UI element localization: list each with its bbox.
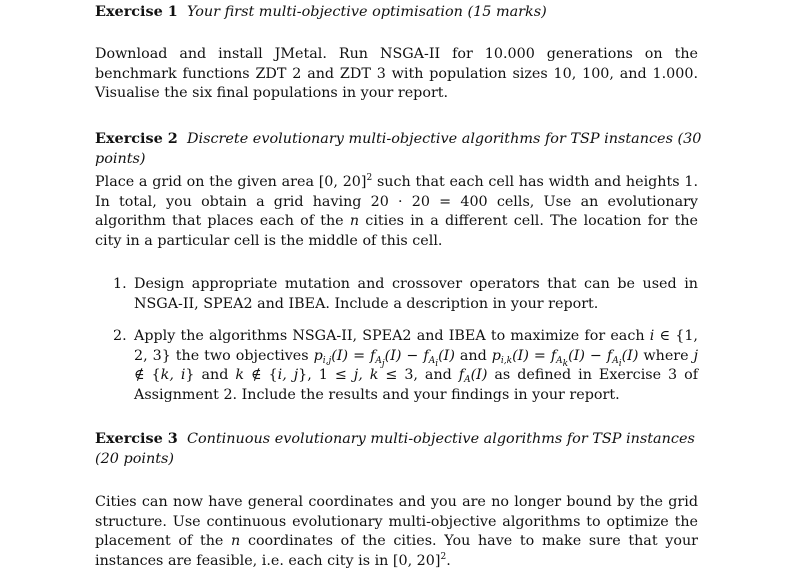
list-item-text: Apply the algorithms NSGA-II, SPEA2 and IBEA to maximize for each i ∈ {1, 2, 3} the two objectives $p_{i,j}(I) = f_{A_j}(I) - f_{A_i}(I)$ and $p_{i,k}(I) = f_{A_k}(I) - f_{A_i}(I)$ where j ∉ {k, i} and k ∉ {i, j}, 1 ≤ j, k ≤ 3, and $f_A(I)$ as defined in Exercise 3 of Assignment 2. Include the results and your findings in your report.: [134, 328, 699, 403]
exercise-2-item-1: [113, 275, 698, 314]
exercise-2-heading: [95, 129, 715, 169]
exercise-3-title: Continuous evolutionary multi-objective algorithms for TSP instances (20 points): [95, 431, 695, 467]
exercise-2-item-2: [113, 327, 698, 405]
exercise-2-label: Exercise 2: [95, 130, 178, 147]
exercise-1-label: Exercise 1: [95, 3, 178, 20]
list-number: 1.: [113, 276, 127, 292]
exercise-3-label: Exercise 3: [95, 430, 178, 447]
exercise-1-heading: [95, 2, 715, 23]
list-item-text: Design appropriate mutation and crossover operators that can be used in NSGA-II, SPEA2 and IBEA. Include a description in your report.: [134, 276, 698, 312]
exercise-2-intro: Place a grid on the given area [0, 20]$^2$ such that each cell has width and heights 1. In total, you obtain a grid having 20 · 20 = 400 cells, Use an evolutionary algorithm that places each of the n cities in a different cell. The location for the city in a particular cell is the middle of this cell.: [95, 173, 698, 249]
exercise-2-title: Discrete evolutionary multi-objective algorithms for TSP instances (30 points): [95, 131, 702, 167]
exercise-1-body: Download and install JMetal. Run NSGA-II for 10.000 generations on the benchmark functions ZDT 2 and ZDT 3 with population sizes 10, 100, and 1.000. Visualise the six final populations in your report.: [95, 46, 698, 102]
exercise-1-title: Your first multi-objective optimisation (15 marks): [186, 4, 547, 20]
exercise-3-heading: [95, 429, 715, 469]
exercise-3-body: Cities can now have general coordinates and you are no longer bound by the grid structure. Use continuous evolutionary multi-objective algorithms to optimize the placement of the n coordinates of the cities. You have to make sure that your instances are feasible, i.e. each city is in [0, 20]$^2$.: [95, 494, 698, 569]
list-number: 2.: [113, 328, 127, 344]
